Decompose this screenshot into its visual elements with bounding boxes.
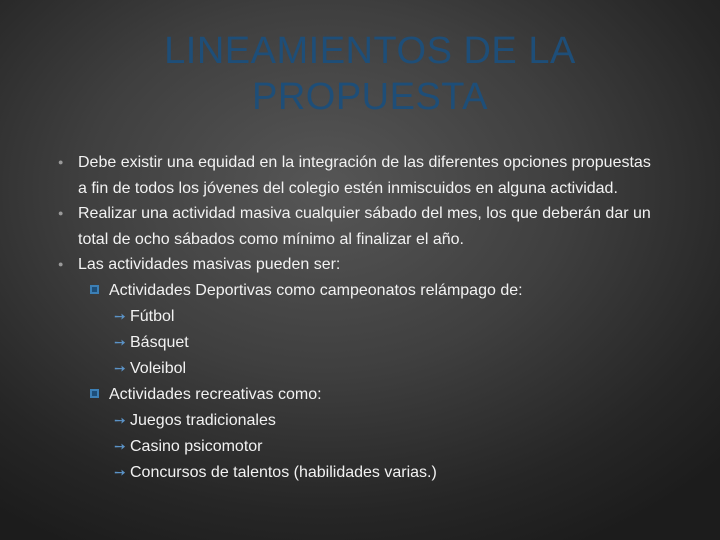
list-item bbox=[0, 330, 720, 356]
bullet-item bbox=[0, 201, 720, 252]
arrow-bullet-icon: ➙ bbox=[114, 359, 126, 376]
bullet-item bbox=[0, 150, 720, 201]
sub-bullet-text: Actividades Deportivas como campeonatos relámpago de: bbox=[109, 281, 523, 299]
dot-bullet-icon: ● bbox=[58, 208, 64, 218]
bullet-text: Las actividades masivas pueden ser: bbox=[78, 256, 341, 273]
sub-bullet-text: Actividades recreativas como: bbox=[109, 385, 322, 403]
list-item-text: Fútbol bbox=[130, 307, 175, 325]
list-item-text: Voleibol bbox=[130, 359, 187, 377]
list-item-text: Básquet bbox=[130, 333, 189, 351]
list-item bbox=[0, 304, 720, 330]
arrow-bullet-icon: ➙ bbox=[114, 463, 126, 480]
bullet-text: Realizar una actividad masiva cualquier sábado del mes, los que deberán dar un total de ocho sábados como mínimo al finalizar el año. bbox=[78, 205, 651, 248]
list-item-text: Juegos tradicionales bbox=[130, 411, 276, 429]
arrow-bullet-icon: ➙ bbox=[114, 307, 126, 324]
list-item bbox=[0, 408, 720, 434]
square-bullet-icon bbox=[90, 285, 99, 294]
list-item bbox=[0, 460, 720, 486]
sub-bullet-item bbox=[0, 382, 720, 408]
dot-bullet-icon: ● bbox=[58, 259, 64, 269]
list-item bbox=[0, 356, 720, 382]
arrow-bullet-icon: ➙ bbox=[114, 437, 126, 454]
slide-title: LINEAMIENTOS DE LA PROPUESTA bbox=[164, 30, 576, 118]
list-item-text: Concursos de talentos (habilidades varias.) bbox=[130, 463, 437, 481]
list-item bbox=[0, 434, 720, 460]
list-item-text: Casino psicomotor bbox=[130, 437, 263, 455]
dot-bullet-icon: ● bbox=[58, 157, 64, 167]
slide-content bbox=[0, 150, 720, 486]
bullet-item bbox=[0, 252, 720, 278]
arrow-bullet-icon: ➙ bbox=[114, 411, 126, 428]
arrow-bullet-icon: ➙ bbox=[114, 333, 126, 350]
bullet-text: Debe existir una equidad en la integración de las diferentes opciones propuestas a fin de todos los jóvenes del colegio estén inmiscuidos en alguna actividad. bbox=[78, 154, 651, 197]
sub-bullet-item bbox=[0, 278, 720, 304]
square-bullet-icon bbox=[90, 389, 99, 398]
